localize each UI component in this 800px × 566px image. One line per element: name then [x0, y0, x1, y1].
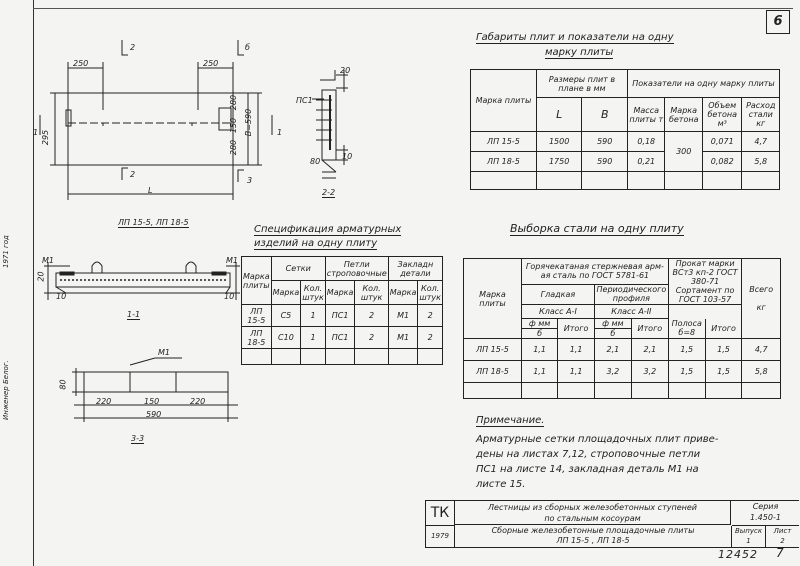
steel-h-all: [742, 259, 781, 339]
stamp-sheet-label: Лист: [773, 527, 792, 535]
stamp-series: [732, 501, 799, 526]
steel-h-total2: Итого: [631, 319, 668, 339]
table-row-empty: [471, 172, 780, 190]
note-title: Примечание.: [476, 415, 545, 426]
note-line-4: листе 15.: [476, 479, 526, 490]
note-body: [476, 432, 718, 492]
gabarit-r1-L: 1500: [536, 132, 582, 152]
gabarit-h-volume: Объем бетона м³: [702, 98, 742, 132]
section11-loop-left: [92, 262, 102, 273]
spec-r1-mark: ЛП 15-5: [242, 305, 272, 327]
table-row: [242, 327, 443, 349]
gabarit-r1-steel: 4,7: [742, 132, 780, 152]
spec-r1-lq: 2: [355, 305, 388, 327]
plan-caption: ЛП 15-5, ЛП 18-5: [118, 218, 189, 227]
section-2-marker-bottom: [122, 168, 128, 180]
stamp-title-l2: по стальным косоурам: [544, 514, 641, 523]
spec-h-nets: Сетки: [271, 257, 325, 281]
section22-marker: [320, 70, 335, 80]
steel-r1-rt: 1,5: [705, 339, 742, 361]
gabarit-r2-steel: 5,8: [742, 152, 780, 172]
table-row-empty: [242, 349, 443, 365]
stamp-sub-l2: ЛП 15-5 , ЛП 18-5: [556, 536, 630, 545]
steel-h-mark: Марка плиты: [464, 259, 522, 339]
steel-r1-r: 1,5: [668, 339, 705, 361]
steel-h-cls2: Класс А-II: [594, 305, 668, 319]
spec-r2-eq: 2: [418, 327, 443, 349]
table-row: [464, 339, 781, 361]
table-row: [471, 132, 780, 152]
spec-h-q2: Кол. штук: [355, 281, 388, 305]
spec-title-l1: Спецификация арматурных: [254, 224, 402, 235]
steel-r2-a1t: 1,1: [558, 361, 595, 383]
gabarit-r1-mark: ЛП 15-5: [471, 132, 537, 152]
note-line-3: ПС1 на листе 14, закладная деталь М1 на: [476, 464, 699, 475]
stamp-issue-value: 1: [746, 537, 751, 545]
table-row: [471, 152, 780, 172]
steel-table: [463, 258, 781, 399]
spec-h-q1: Кол. штук: [301, 281, 326, 305]
gabarit-h-size: Размеры плит в плане в мм: [536, 70, 627, 98]
plan-dim-295: 295: [41, 129, 51, 146]
section33-dim80: 80: [58, 379, 68, 390]
steel-h-hot: Горячекатаная стержневая арм-ая сталь по ГОСТ 5781-61: [521, 259, 668, 285]
gabarit-r2-B: 590: [582, 152, 628, 172]
plan-dim-L: L: [148, 186, 153, 195]
steel-r2-mark: ЛП 18-5: [464, 361, 522, 383]
spec-r1-lm: ПС1: [325, 305, 355, 327]
section11-dim20: 20: [36, 271, 46, 282]
stamp-series-label: Серия: [752, 502, 779, 511]
gabarit-r1-mass: 0,18: [628, 132, 665, 152]
gabarit-h-B: В: [582, 98, 628, 132]
plan-dim-280b: 280: [229, 139, 239, 156]
section33-d220b: 220: [190, 397, 206, 406]
gabarit-concrete: 300: [665, 132, 702, 172]
section33-d150: 150: [144, 397, 160, 406]
gabarit-table: [470, 69, 780, 190]
spec-h-q3: Кол. штук: [418, 281, 443, 305]
stamp-issue: [732, 526, 766, 547]
plan-dim-280: 280: [229, 94, 239, 111]
section33-d590: 590: [146, 410, 162, 419]
spec-h-mark: Марка плиты: [242, 257, 272, 305]
section33-d220a: 220: [96, 397, 112, 406]
steel-h-b2: б: [594, 329, 631, 339]
gabarit-r1-volume: 0,071: [702, 132, 742, 152]
stamp-series-value: 1.450-1: [750, 513, 781, 522]
gabarit-title-l1: Габариты плит и показатели на одну: [476, 32, 674, 43]
spec-h-loops: Петли строповочные: [325, 257, 388, 281]
plan-section-2-top: 2: [130, 43, 136, 52]
steel-r2-all: 5,8: [742, 361, 781, 383]
steel-r2-a2t: 3,2: [631, 361, 668, 383]
spec-r2-lm: ПС1: [325, 327, 355, 349]
section22-dim20: 20: [340, 66, 351, 75]
steel-h-smooth: Гладкая: [521, 284, 594, 304]
spec-r1-em: М1: [388, 305, 418, 327]
steel-h-b1: б: [521, 329, 557, 339]
steel-h-cls1: Класс А-I: [521, 305, 594, 319]
plan-section-1-right: 1: [277, 128, 283, 137]
section-2-marker-top: [122, 40, 128, 55]
plan-dim-250-right: 250: [203, 59, 219, 68]
steel-r2-rt: 1,5: [705, 361, 742, 383]
steel-title: Выборка стали на одну плиту: [510, 222, 684, 235]
stamp-sub-l1: Сборные железобетонные площадочные плиты: [491, 526, 695, 535]
section22-dim80: 80: [310, 157, 321, 166]
steel-r1-a1: 1,1: [521, 339, 557, 361]
title-block: [425, 500, 799, 548]
section11-slab: [56, 273, 230, 287]
steel-r1-a2t: 2,1: [631, 339, 668, 361]
spec-r2-mark: ЛП 18-5: [242, 327, 272, 349]
gabarit-r2-L: 1750: [536, 152, 582, 172]
section22-pc-label: ПС1: [296, 96, 313, 105]
note-line-1: Арматурные сетки площадочных плит приве-: [476, 434, 719, 445]
section22-dim10: 10: [342, 152, 353, 161]
steel-r2-r: 1,5: [668, 361, 705, 383]
section-2-marker-top-right: [238, 40, 244, 55]
section11-dim10a: 10: [56, 292, 67, 301]
stamp-issue-label: Выпуск: [734, 527, 763, 535]
spec-r1-eq: 2: [418, 305, 443, 327]
steel-h-phi2: ф мм: [594, 319, 631, 329]
steel-h-strip: Полоса б=8: [668, 319, 705, 339]
spec-r1-nm: С5: [271, 305, 301, 327]
section11-dim10b: 10: [224, 292, 235, 301]
note-line-2: дены на листах 7,12, строповочные петли: [476, 449, 701, 460]
steel-r1-all: 4,7: [742, 339, 781, 361]
spec-r2-nq: 1: [301, 327, 326, 349]
spec-r2-nm: С10: [271, 327, 301, 349]
gabarit-h-steel: Расход стали кг: [742, 98, 780, 132]
section11-embed-left: [60, 272, 74, 275]
stamp-sheet: [766, 526, 799, 547]
spec-h-m3: Марка: [388, 281, 418, 305]
spec-table: [241, 256, 443, 365]
section11-m1-right: М1: [226, 256, 238, 265]
section11-loop-right: [186, 262, 196, 273]
plan-section-3: 3: [247, 176, 253, 185]
side-note-engineer: Инженер Белог.: [2, 360, 10, 420]
steel-h-total3: Итого: [705, 319, 742, 339]
plan-section-b-top: б: [245, 43, 250, 52]
section11-caption: 1-1: [127, 310, 141, 319]
gabarit-h-ind: Показатели на одну марку плиты: [628, 70, 780, 98]
steel-h-period: Периодического профиля: [594, 284, 668, 304]
stamp-tk: ТК: [426, 501, 455, 526]
stamp-year: 1979: [426, 526, 455, 547]
gabarit-r1-B: 590: [582, 132, 628, 152]
page-number: 6: [773, 14, 783, 29]
plan-dim-B: В=590: [244, 108, 254, 137]
steel-h-all-label: Всего: [749, 285, 774, 294]
stamp-title: [455, 501, 731, 525]
table-row: [242, 305, 443, 327]
gabarit-r2-volume: 0,082: [702, 152, 742, 172]
section33-leader: [130, 358, 155, 365]
gabarit-h-concrete: Марка бетона: [665, 98, 702, 132]
section11-embed-right: [212, 272, 226, 275]
section-3-marker: [238, 170, 244, 182]
gabarit-h-L: L: [536, 98, 582, 132]
spec-h-m2: Марка: [325, 281, 355, 305]
plan-slab-outline: [68, 93, 233, 165]
stamp-sheet-value: 2: [780, 537, 785, 545]
section33-m1: М1: [158, 348, 170, 357]
doc-number: 12452: [718, 548, 758, 561]
steel-h-rolled: Прокат марки ВСт3 кп-2 ГОСТ 380-71 Сортамент по ГОСТ 103-57: [668, 259, 742, 305]
gabarit-r2-mass: 0,21: [628, 152, 665, 172]
plan-section-2-bottom: 2: [130, 170, 136, 179]
stamp-subtitle: [455, 526, 732, 547]
steel-r1-a1t: 1,1: [558, 339, 595, 361]
sheet-number: 7: [776, 546, 784, 560]
steel-h-phi1: ф мм: [521, 319, 557, 329]
gabarit-r2-mark: ЛП 18-5: [471, 152, 537, 172]
steel-r1-mark: ЛП 15-5: [464, 339, 522, 361]
steel-r2-a2: 3,2: [594, 361, 631, 383]
steel-r2-a1: 1,1: [521, 361, 557, 383]
table-row: [464, 361, 781, 383]
steel-r1-a2: 2,1: [594, 339, 631, 361]
spec-r2-em: М1: [388, 327, 418, 349]
spec-h-embed: Закладн детали: [388, 257, 442, 281]
side-note-year: 1971 год: [2, 235, 10, 268]
spec-r1-nq: 1: [301, 305, 326, 327]
plan-section-1-left: 1: [33, 128, 39, 137]
section33-slab: [84, 372, 228, 392]
plan-dim-250-left: 250: [73, 59, 89, 68]
gabarit-h-mark: Марка плиты: [471, 70, 537, 132]
steel-h-total1: Итого: [558, 319, 595, 339]
stamp-title-l1: Лестницы из сборных железобетонных ступеней: [488, 503, 697, 512]
section11-m1-left: М1: [42, 256, 54, 265]
spec-h-m1: Марка: [271, 281, 301, 305]
table-row-empty: [464, 383, 781, 399]
section22-caption: 2-2: [322, 188, 336, 197]
spec-r2-lq: 2: [355, 327, 388, 349]
section33-caption: 3-3: [131, 434, 145, 443]
spec-title-l2: изделий на одну плиту: [254, 238, 378, 249]
plan-dim-150: 150: [229, 117, 239, 134]
gabarit-title-l2: марку плиты: [545, 47, 614, 58]
steel-h-kg: кг: [756, 303, 766, 312]
gabarit-h-mass: Масса плиты т: [628, 98, 665, 132]
